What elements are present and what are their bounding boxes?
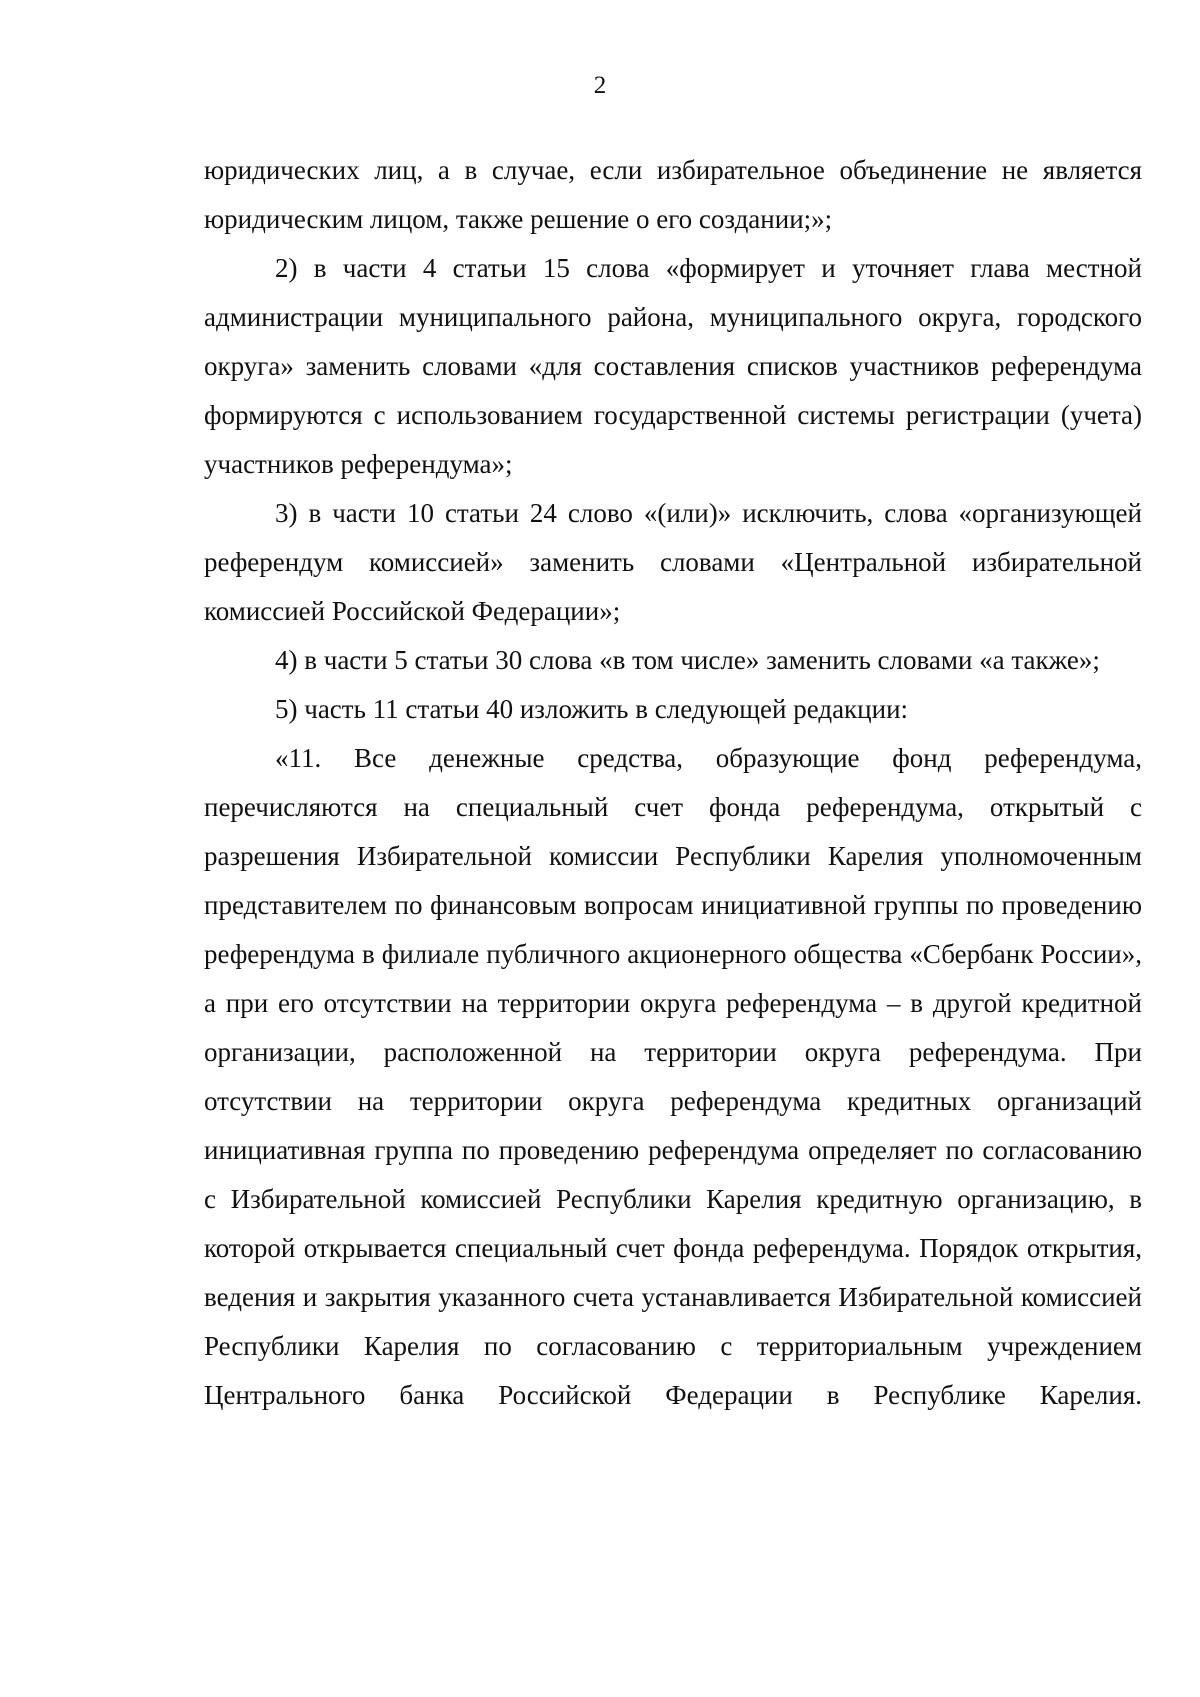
paragraph-item-3: 3) в части 10 статьи 24 слово «(или)» исключить, слова «организующей референдум комиссией» заменить словами «Центральной избирательной комиссией Российской Федерации»; <box>204 498 1142 626</box>
page-number: 2 <box>593 72 607 99</box>
paragraph-part-11: «11. Все денежные средства, образующие фонд референдума, перечисляются на специальный счет фонда референдума, открытый с разрешения Избирательной комиссии Республики Карелия уполномоченным представителем по финансовым вопросам инициативной группы по проведению референдума в филиале публичного акционерного общества «Сбербанк России», а при его отсутствии на территории округа референдума – в другой кредитной организации, расположенной на территории округа референдума. При отсутствии на территории округа референдума кредитных организаций инициативная группа по проведению референдума определяет по согласованию с Избирательной комиссией Республики Карелия кредитную организацию, в которой открывается специальный счет фонда референдума. Порядок открытия, ведения и закрытия указанного счета устанавливается Избирательной комиссией Республики Карелия по согласованию с территориальным учреждением Центрального банка Российской Федерации в Республике Карелия. <box>204 743 1142 1410</box>
paragraph-item-5: 5) часть 11 статьи 40 изложить в следующей редакции: <box>275 694 909 724</box>
paragraph-item-4: 4) в части 5 статьи 30 слова «в том числе» заменить словами «а также»; <box>275 645 1100 675</box>
paragraph-continuation: юридических лиц, а в случае, если избирательное объединение не является юридическим лицом, также решение о его создании;»; <box>204 155 1142 234</box>
document-body <box>204 146 1142 1420</box>
paragraph-item-2: 2) в части 4 статьи 15 слова «формирует и уточняет глава местной администрации муниципального района, муниципального округа, городского округа» заменить словами «для составления списков участников референдума формируются с использованием государственной системы регистрации (учета) участников референдума»; <box>204 253 1142 479</box>
